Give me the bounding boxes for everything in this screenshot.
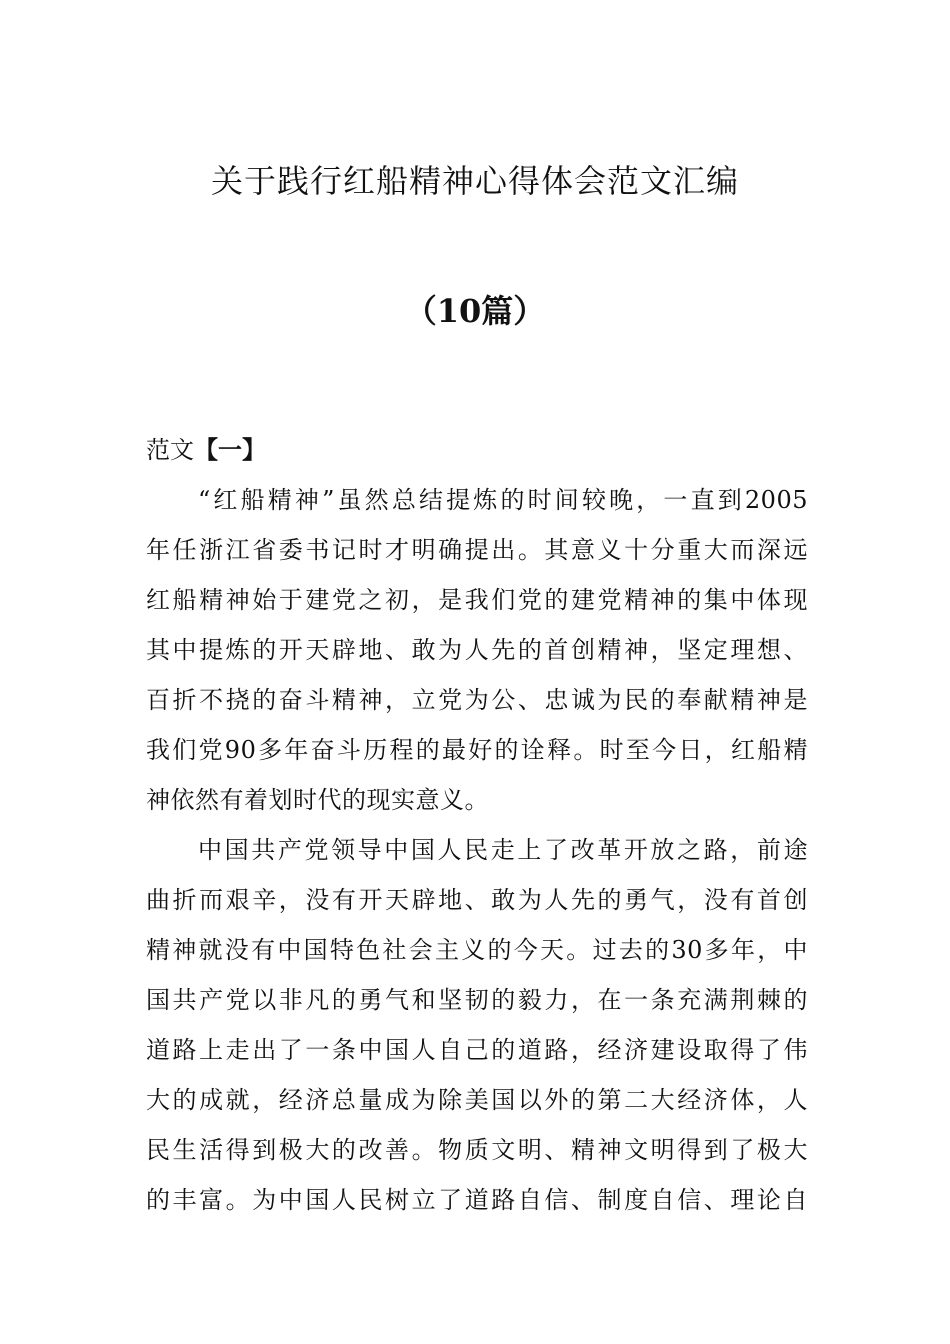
paragraph-line: 年任浙江省委书记时才明确提出。其意义十分重大而深远 — [146, 536, 808, 564]
document-subtitle: （10篇） — [404, 292, 546, 330]
paragraph-line: 民生活得到极大的改善。物质文明、精神文明得到了极大 — [146, 1136, 808, 1164]
document-title: 关于践行红船精神心得体会范文汇编 — [210, 162, 739, 200]
paragraph-line: 大的成就，经济总量成为除美国以外的第二大经济体，人 — [146, 1086, 808, 1114]
paragraph-line: 国共产党以非凡的勇气和坚韧的毅力，在一条充满荆棘的 — [146, 986, 808, 1014]
section-heading — [146, 425, 266, 475]
paragraph-1 — [146, 475, 808, 825]
paragraph-line: 其中提炼的开天辟地、敢为人先的首创精神，坚定理想、 — [146, 636, 808, 664]
paragraph-line: 的丰富。为中国人民树立了道路自信、制度自信、理论自 — [146, 1186, 808, 1214]
paragraph-line: 神依然有着划时代的现实意义。 — [146, 786, 489, 814]
paragraph-line: 红船精神始于建党之初，是我们党的建党精神的集中体现 — [146, 586, 808, 614]
paragraph-line: 道路上走出了一条中国人自己的道路，经济建设取得了伟 — [146, 1036, 808, 1064]
paragraph-line: “红船精神”虽然总结提炼的时间较晚，一直到2005 — [198, 486, 808, 514]
paragraph-line: 中国共产党领导中国人民走上了改革开放之路，前途 — [198, 836, 808, 864]
section-number: 【一】 — [194, 435, 266, 464]
paragraph-line: 曲折而艰辛，没有开天辟地、敢为人先的勇气，没有首创 — [146, 886, 808, 914]
paragraph-line: 精神就没有中国特色社会主义的今天。过去的30多年，中 — [146, 936, 808, 964]
paragraph-2 — [146, 825, 808, 1225]
paragraph-line: 我们党90多年奋斗历程的最好的诠释。时至今日，红船精 — [146, 736, 808, 764]
paragraph-line: 百折不挠的奋斗精神，立党为公、忠诚为民的奉献精神是 — [146, 686, 808, 714]
section-prefix: 范文 — [146, 436, 194, 464]
